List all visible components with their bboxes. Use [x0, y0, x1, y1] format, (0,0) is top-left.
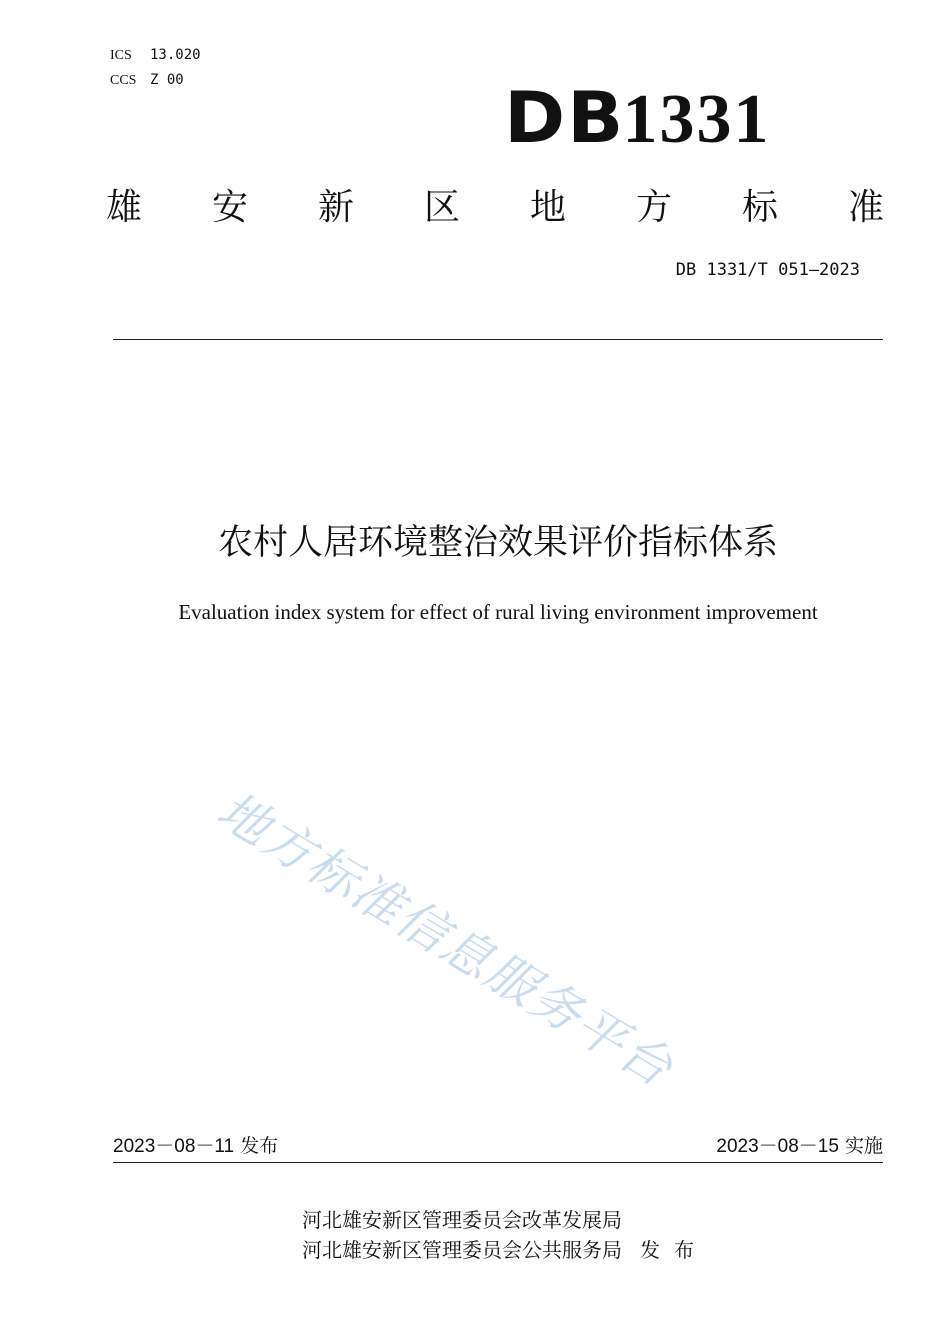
- standard-type-char: 方: [635, 187, 672, 228]
- ccs-label: CCS: [110, 73, 137, 88]
- publish-label: 发布: [240, 1135, 279, 1157]
- bottom-divider: [113, 1162, 883, 1163]
- publish-date: [113, 1133, 278, 1160]
- logo-prefix: DB: [504, 77, 626, 159]
- logo-code: 1331: [622, 81, 771, 158]
- issuer-line: [302, 1206, 622, 1234]
- issuer-name: 河北雄安新区管理委员会公共服务局: [302, 1238, 622, 1262]
- ccs-code: [110, 72, 184, 89]
- ics-value: 13.020: [150, 47, 201, 63]
- ics-code: [110, 47, 201, 64]
- implement-date: [716, 1133, 883, 1160]
- top-divider: [113, 339, 883, 340]
- standard-type-char: 安: [211, 187, 248, 228]
- implement-date-value: 2023－08－15: [716, 1136, 839, 1157]
- standard-type-char: 雄: [105, 187, 142, 228]
- implement-label: 实施: [844, 1135, 883, 1157]
- standard-type-heading: [100, 186, 890, 230]
- standard-type-char: 标: [741, 187, 778, 228]
- issuer-name: 河北雄安新区管理委员会改革发展局: [302, 1208, 622, 1232]
- ics-label: ICS: [110, 48, 132, 63]
- issue-action: 发布: [640, 1238, 708, 1262]
- standard-type-char: 新: [317, 187, 354, 228]
- title-english: Evaluation index system for effect of rural living environment improvement: [178, 600, 818, 624]
- standard-type-char: 地: [529, 187, 566, 228]
- standard-logo: [504, 77, 827, 159]
- issuer-line: [302, 1236, 708, 1264]
- title-chinese: 农村人居环境整治效果评价指标体系: [217, 523, 778, 563]
- standard-number: DB 1331/T 051—2023: [675, 260, 860, 280]
- standard-type-char: 准: [847, 187, 884, 228]
- publish-date-value: 2023－08－11: [113, 1136, 235, 1157]
- watermark-text: 地方标准信息服务平台: [207, 780, 684, 1099]
- ccs-value: Z 00: [150, 72, 184, 88]
- standard-type-char: 区: [423, 187, 460, 228]
